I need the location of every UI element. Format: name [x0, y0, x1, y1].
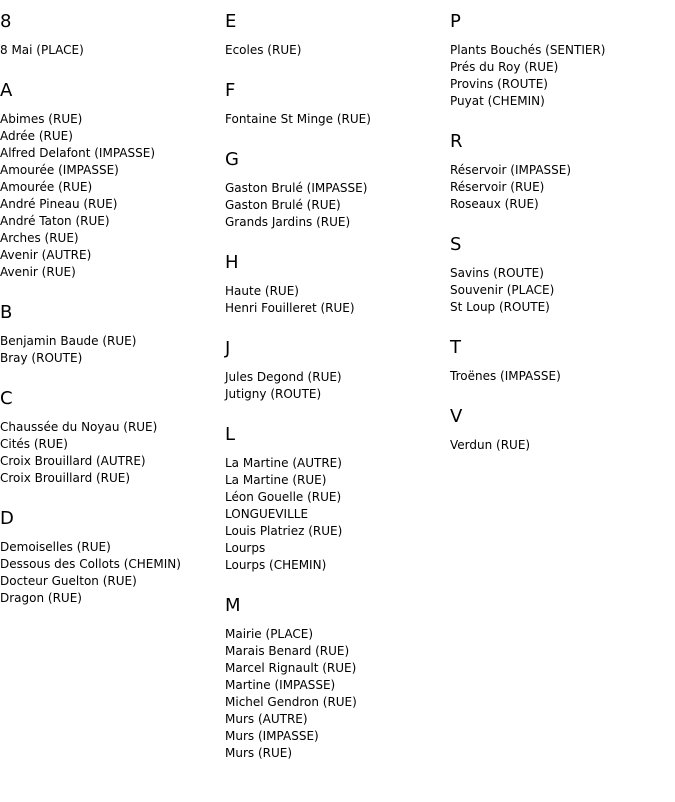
street-link[interactable]: Croix Brouillard (AUTRE) — [0, 454, 146, 468]
letter-heading: M — [225, 595, 241, 616]
letter-heading: R — [450, 131, 463, 152]
letter-heading: J — [225, 338, 231, 359]
street-list-item — [225, 283, 450, 300]
street-link[interactable]: Adrée (RUE) — [0, 129, 73, 143]
letter-section — [450, 407, 675, 454]
street-list — [0, 42, 225, 59]
street-link[interactable]: Réservoir (IMPASSE) — [450, 163, 572, 177]
street-list — [225, 283, 450, 317]
letter-heading: H — [225, 252, 239, 273]
letter-heading: S — [450, 234, 462, 255]
street-list-item — [0, 196, 225, 213]
letter-section — [225, 81, 450, 128]
street-list — [0, 111, 225, 281]
street-list-item — [0, 128, 225, 145]
street-link[interactable]: Grands Jardins (RUE) — [225, 215, 351, 229]
street-list-item — [225, 660, 450, 677]
street-link[interactable]: Louis Platriez (RUE) — [225, 524, 343, 538]
street-list-item — [450, 282, 675, 299]
street-list-item — [225, 523, 450, 540]
street-link[interactable]: Cités (RUE) — [0, 437, 68, 451]
street-list-item — [0, 350, 225, 367]
street-list — [0, 419, 225, 487]
street-list-item — [0, 111, 225, 128]
street-list-item — [225, 455, 450, 472]
letter-heading: T — [450, 337, 461, 358]
street-list-item — [450, 299, 675, 316]
street-list-item — [0, 42, 225, 59]
street-list-item — [450, 265, 675, 282]
street-list — [225, 111, 450, 128]
street-link[interactable]: Ecoles (RUE) — [225, 43, 302, 57]
street-list-item — [225, 540, 450, 557]
street-link[interactable]: Plants Bouchés (SENTIER) — [450, 43, 606, 57]
street-list-item — [0, 247, 225, 264]
street-list-item — [0, 230, 225, 247]
letter-heading: F — [225, 80, 236, 101]
street-link[interactable]: Murs (IMPASSE) — [225, 729, 319, 743]
letter-heading: P — [450, 11, 461, 32]
street-list-item — [450, 437, 675, 454]
street-list-item — [225, 643, 450, 660]
street-link[interactable]: Marais Benard (RUE) — [225, 644, 350, 658]
street-link[interactable]: Henri Fouilleret (RUE) — [225, 301, 355, 315]
index-column-3 — [450, 0, 675, 476]
street-link[interactable]: Dessous des Collots (CHEMIN) — [0, 557, 181, 571]
street-link[interactable]: Provins (ROUTE) — [450, 77, 548, 91]
street-link[interactable]: Chaussée du Noyau (RUE) — [0, 420, 158, 434]
street-list — [450, 265, 675, 316]
street-link[interactable]: Souvenir (PLACE) — [450, 283, 555, 297]
street-link[interactable]: Prés du Roy (RUE) — [450, 60, 559, 74]
street-link[interactable]: Réservoir (RUE) — [450, 180, 545, 194]
street-link[interactable]: Avenir (RUE) — [0, 265, 76, 279]
street-list-item — [225, 711, 450, 728]
letter-section — [0, 81, 225, 281]
letter-heading: A — [0, 80, 13, 101]
street-link[interactable]: Jules Degond (RUE) — [225, 370, 342, 384]
letter-section — [225, 339, 450, 403]
street-link[interactable]: André Taton (RUE) — [0, 214, 110, 228]
index-column-2 — [225, 0, 450, 784]
street-list-item — [450, 179, 675, 196]
letter-section — [450, 235, 675, 316]
street-list-item — [225, 677, 450, 694]
street-list-item — [0, 145, 225, 162]
street-list-item — [0, 590, 225, 607]
letter-heading: E — [225, 11, 237, 32]
letter-section — [450, 12, 675, 110]
street-list — [225, 369, 450, 403]
street-list-item — [0, 453, 225, 470]
letter-heading: G — [225, 149, 239, 170]
street-list-item — [0, 213, 225, 230]
street-link[interactable]: Martine (IMPASSE) — [225, 678, 336, 692]
street-link[interactable]: Benjamin Baude (RUE) — [0, 334, 137, 348]
street-link[interactable]: St Loup (ROUTE) — [450, 300, 550, 314]
street-link[interactable]: Amourée (RUE) — [0, 180, 93, 194]
street-link[interactable]: Demoiselles (RUE) — [0, 540, 111, 554]
letter-heading: 8 — [0, 11, 12, 32]
index-column-1 — [0, 0, 225, 629]
street-list-item — [0, 470, 225, 487]
street-list-item — [0, 179, 225, 196]
street-link[interactable]: Troënes (IMPASSE) — [450, 369, 561, 383]
street-list-item — [225, 180, 450, 197]
letter-section — [450, 132, 675, 213]
street-list — [225, 626, 450, 762]
street-list-item — [450, 76, 675, 93]
letter-section — [225, 596, 450, 762]
letter-heading: L — [225, 424, 236, 445]
street-list — [450, 437, 675, 454]
street-link[interactable]: Puyat (CHEMIN) — [450, 94, 545, 108]
street-list-item — [225, 42, 450, 59]
letter-section — [225, 150, 450, 231]
letter-section — [0, 12, 225, 59]
letter-heading: B — [0, 302, 13, 323]
street-link[interactable]: 8 Mai (PLACE) — [0, 43, 84, 57]
street-list — [225, 455, 450, 574]
street-link[interactable]: Verdun (RUE) — [450, 438, 531, 452]
letter-section — [0, 389, 225, 487]
street-list-item — [0, 162, 225, 179]
street-link[interactable]: Amourée (IMPASSE) — [0, 163, 119, 177]
street-link[interactable]: La Martine (AUTRE) — [225, 456, 342, 470]
street-list-item — [225, 369, 450, 386]
street-link[interactable]: Lourps (CHEMIN) — [225, 558, 327, 572]
street-link[interactable]: Gaston Brulé (RUE) — [225, 198, 341, 212]
street-list-item — [225, 506, 450, 523]
street-link[interactable]: Roseaux (RUE) — [450, 197, 539, 211]
street-link[interactable]: Mairie (PLACE) — [225, 627, 314, 641]
street-link[interactable]: Alfred Delafont (IMPASSE) — [0, 146, 156, 160]
street-link[interactable]: Gaston Brulé (IMPASSE) — [225, 181, 368, 195]
street-link[interactable]: Fontaine St Minge (RUE) — [225, 112, 371, 126]
street-list-item — [0, 419, 225, 436]
street-list-item — [225, 557, 450, 574]
street-link[interactable]: Jutigny (ROUTE) — [225, 387, 322, 401]
street-list-item — [225, 111, 450, 128]
street-link[interactable]: Marcel Rignault (RUE) — [225, 661, 357, 675]
letter-section — [0, 303, 225, 367]
street-list-item — [0, 436, 225, 453]
street-list-item — [225, 197, 450, 214]
street-link[interactable]: Murs (AUTRE) — [225, 712, 308, 726]
street-list-item — [225, 626, 450, 643]
letter-section — [225, 253, 450, 317]
letter-heading: D — [0, 508, 14, 529]
street-list-item — [0, 556, 225, 573]
street-list-item — [225, 694, 450, 711]
letter-heading: C — [0, 388, 13, 409]
letter-section — [225, 12, 450, 59]
street-link[interactable]: Bray (ROUTE) — [0, 351, 83, 365]
street-link[interactable]: Arches (RUE) — [0, 231, 79, 245]
street-link[interactable]: Avenir (AUTRE) — [0, 248, 92, 262]
letter-section — [0, 509, 225, 607]
street-link[interactable]: La Martine (RUE) — [225, 473, 327, 487]
street-link[interactable]: Dragon (RUE) — [0, 591, 82, 605]
street-list-item — [225, 214, 450, 231]
street-list-item — [0, 333, 225, 350]
street-list-item — [225, 489, 450, 506]
street-link[interactable]: Lourps — [225, 541, 266, 555]
letter-section — [450, 338, 675, 385]
street-list-item — [0, 573, 225, 590]
street-link[interactable]: LONGUEVILLE — [225, 507, 309, 521]
street-list — [450, 368, 675, 385]
street-list — [0, 539, 225, 607]
street-list-item — [225, 386, 450, 403]
street-link[interactable]: Michel Gendron (RUE) — [225, 695, 357, 709]
street-list — [0, 333, 225, 367]
street-link[interactable]: Murs (RUE) — [225, 746, 293, 760]
street-list-item — [450, 196, 675, 213]
street-list-item — [450, 42, 675, 59]
letter-heading: V — [450, 406, 463, 427]
street-list — [225, 42, 450, 59]
street-link[interactable]: Haute (RUE) — [225, 284, 299, 298]
letter-section — [225, 425, 450, 574]
street-list-item — [225, 472, 450, 489]
street-list — [450, 162, 675, 213]
street-link[interactable]: Abimes (RUE) — [0, 112, 83, 126]
street-list-item — [0, 264, 225, 281]
street-link[interactable]: Docteur Guelton (RUE) — [0, 574, 137, 588]
street-link[interactable]: Savins (ROUTE) — [450, 266, 544, 280]
street-list-item — [450, 368, 675, 385]
street-list-item — [450, 162, 675, 179]
street-list-item — [450, 59, 675, 76]
street-list-item — [450, 93, 675, 110]
street-link[interactable]: André Pineau (RUE) — [0, 197, 118, 211]
street-list — [450, 42, 675, 110]
street-link[interactable]: Léon Gouelle (RUE) — [225, 490, 342, 504]
street-list-item — [225, 300, 450, 317]
street-link[interactable]: Croix Brouillard (RUE) — [0, 471, 131, 485]
street-list-item — [225, 745, 450, 762]
street-list-item — [225, 728, 450, 745]
street-list — [225, 180, 450, 231]
street-list-item — [0, 539, 225, 556]
